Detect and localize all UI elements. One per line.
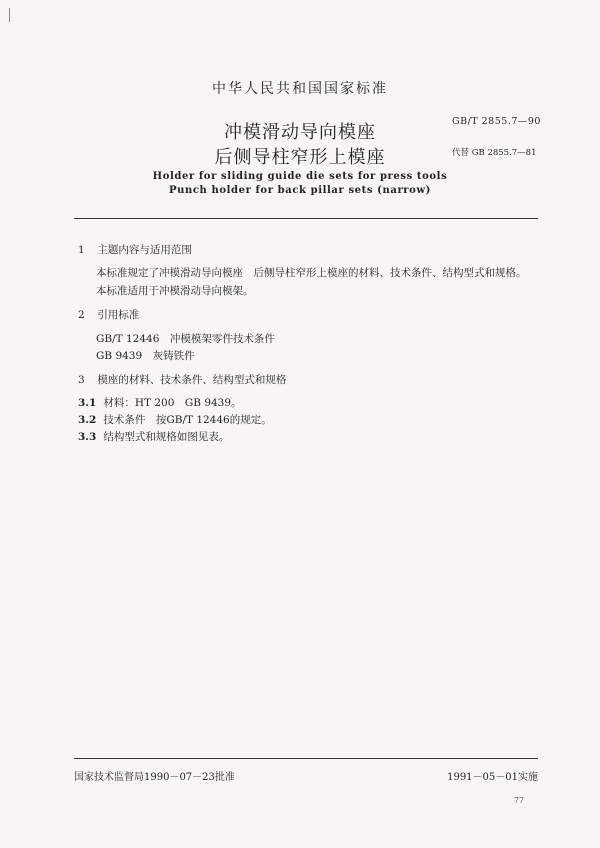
page-number: 77 xyxy=(513,796,524,805)
effective-date: 1991－05－01实施 xyxy=(447,772,538,783)
title-cn-line2: 后侧导柱窄形上模座 xyxy=(214,147,386,168)
clause-number: 3.2 xyxy=(78,414,97,426)
section-title: 模座的材料、技术条件、结构型式和规格 xyxy=(97,374,287,386)
footer-divider xyxy=(74,758,538,759)
section-number: 2 xyxy=(78,309,85,321)
section-number: 3 xyxy=(78,374,85,386)
section-title: 主题内容与适用范围 xyxy=(97,244,192,256)
title-en-line2: Punch holder for back pillar sets (narrow) xyxy=(168,185,431,196)
clause-number: 3.1 xyxy=(78,397,97,409)
reference-1: GB/T 12446 冲模模架零件技术条件 xyxy=(96,333,275,345)
clause-text: 材料：HT 200 GB 9439。 xyxy=(103,397,242,409)
section-3-heading xyxy=(78,372,286,387)
clause-number: 3.3 xyxy=(78,431,97,443)
title-cn-line1: 冲模滑动导向模座 xyxy=(224,122,376,143)
reference-2: GB 9439 灰铸铁件 xyxy=(96,350,195,362)
section-1-para-1: 本标准规定了冲模滑动导向模座 后侧导柱窄形上模座的材料、技术条件、结构型式和规格。 xyxy=(96,267,527,279)
clause-3-1 xyxy=(78,395,242,410)
standard-number: GB/T 2855.7—90 xyxy=(452,116,541,127)
title-en-line1: Holder for sliding guide die sets for press tools xyxy=(152,171,448,182)
approval-date: 国家技术监督局1990－07－23批准 xyxy=(74,772,235,783)
clause-text: 技术条件 按GB/T 12446的规定。 xyxy=(103,414,272,426)
clause-3-2 xyxy=(78,412,272,427)
section-title: 引用标准 xyxy=(97,309,140,321)
section-2-heading xyxy=(78,307,139,322)
replaces-note: 代替 GB 2855.7—81 xyxy=(452,148,537,158)
header-divider xyxy=(74,218,538,219)
section-number: 1 xyxy=(78,244,85,256)
clause-text: 结构型式和规格如图见表。 xyxy=(103,431,230,443)
section-1-heading xyxy=(78,242,192,257)
clause-3-3 xyxy=(78,429,229,444)
scan-mark xyxy=(9,8,10,22)
section-1-para-2: 本标准适用于冲模滑动导向模架。 xyxy=(96,285,254,297)
issuer-title: 中华人民共和国国家标准 xyxy=(212,81,388,97)
